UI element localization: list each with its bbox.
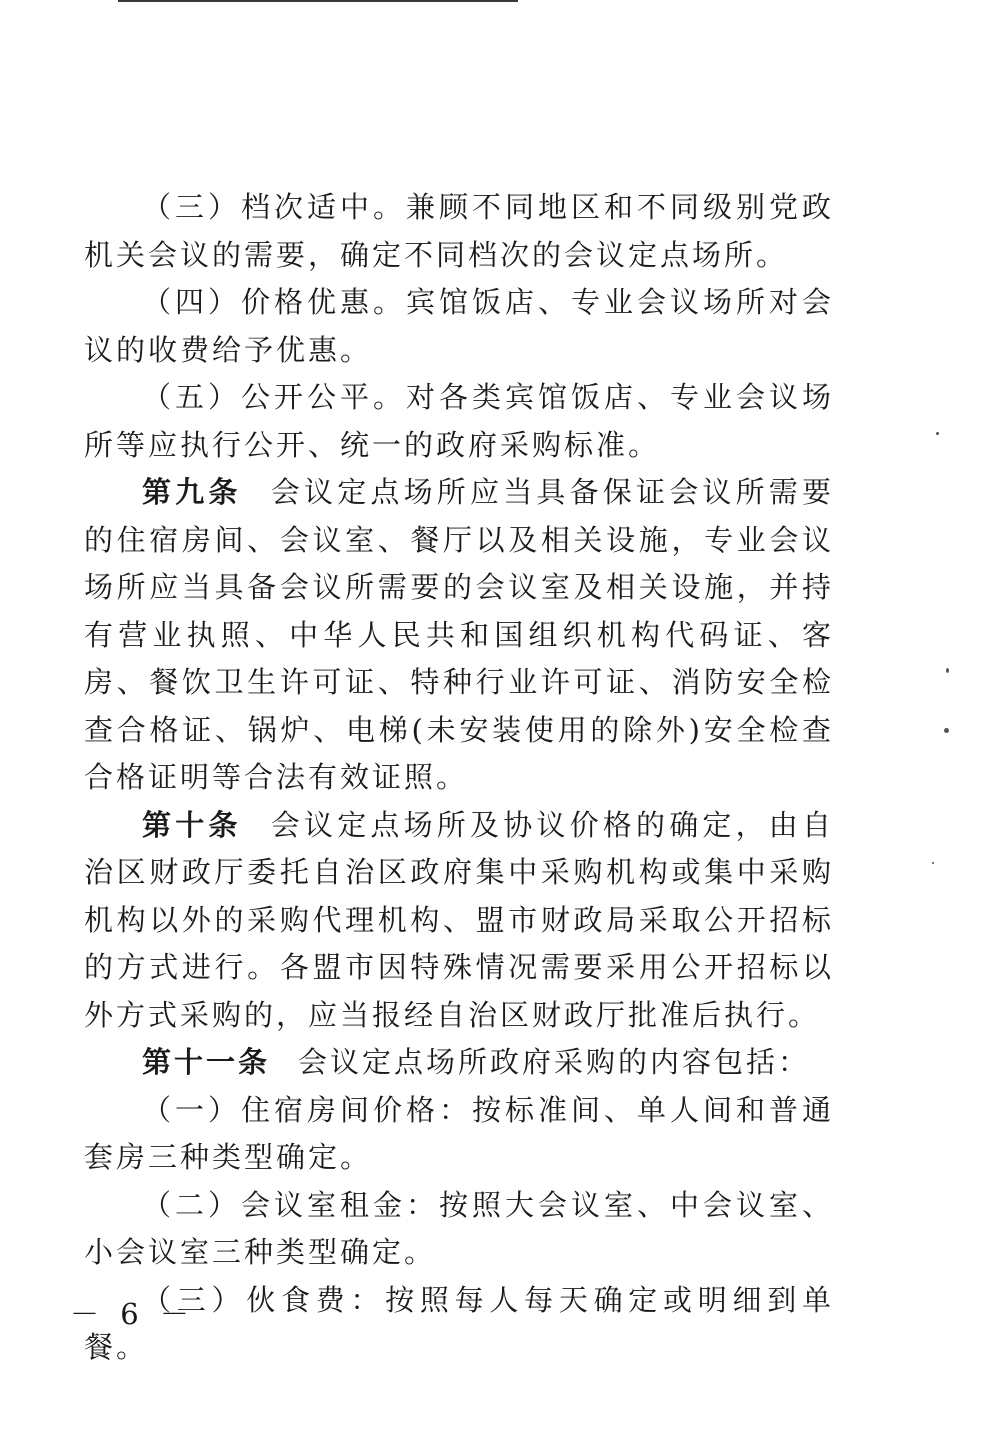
paragraph-text: （五）公开公平。对各类宾馆饭店、专业会议场所等应执行公开、统一的政府采购标准。: [84, 380, 834, 462]
scan-speck: [946, 668, 949, 673]
paragraph-item-4: [84, 279, 834, 374]
article-9-heading: 第九条: [142, 475, 242, 509]
paragraph-text: （二）会议室租金：按照大会议室、中会议室、小会议室三种类型确定。: [84, 1187, 834, 1269]
article-10-text: 会议定点场所及协议价格的确定，由自治区财政厅委托自治区政府集中采购机构或集中采购机构以外的采购代理机构、盟市财政局采取公开招标的方式进行。各盟市因特殊情况需要采用公开招标以外方式采购的，应当报经自治区财政厅批准后执行。: [84, 807, 834, 1032]
document-body: [84, 184, 834, 1372]
page-number: － 6 －: [70, 1297, 195, 1331]
article-9-text: 会议定点场所应当具备保证会议所需要的住宿房间、会议室、餐厅以及相关设施，专业会议场所应当具备会议所需要的会议室及相关设施，并持有营业执照、中华人民共和国组织机构代码证、客房、餐饮卫生许可证、特种行业许可证、消防安全检查合格证、锅炉、电梯(未安装使用的除外)安全检查合格证明等合法有效证照。: [84, 475, 834, 794]
scan-speck: [944, 728, 949, 733]
paragraph-text: （一）住宿房间价格：按标准间、单人间和普通套房三种类型确定。: [84, 1092, 834, 1174]
top-edge-rule: [118, 0, 518, 2]
article-11-item-2: [84, 1182, 834, 1277]
scan-speck: [932, 862, 934, 864]
article-11-text: 会议定点场所政府采购的内容包括：: [298, 1045, 811, 1079]
article-11: [84, 1039, 834, 1087]
article-11-item-1: [84, 1087, 834, 1182]
article-9: [84, 469, 834, 802]
article-10: [84, 802, 834, 1040]
article-10-heading: 第十条: [142, 807, 242, 842]
paragraph-text: （四）价格优惠。宾馆饭店、专业会议场所对会议的收费给予优惠。: [84, 285, 834, 367]
article-11-heading: 第十一条: [142, 1045, 271, 1079]
paragraph-item-5: [84, 374, 834, 469]
article-11-item-3: [84, 1277, 834, 1372]
paragraph-text: （三）伙食费：按照每人每天确定或明细到单餐。: [84, 1282, 834, 1364]
scan-speck: [936, 432, 939, 435]
paragraph-item-3: [84, 184, 834, 279]
paragraph-text: （三）档次适中。兼顾不同地区和不同级别党政机关会议的需要，确定不同档次的会议定点场所。: [84, 190, 834, 272]
